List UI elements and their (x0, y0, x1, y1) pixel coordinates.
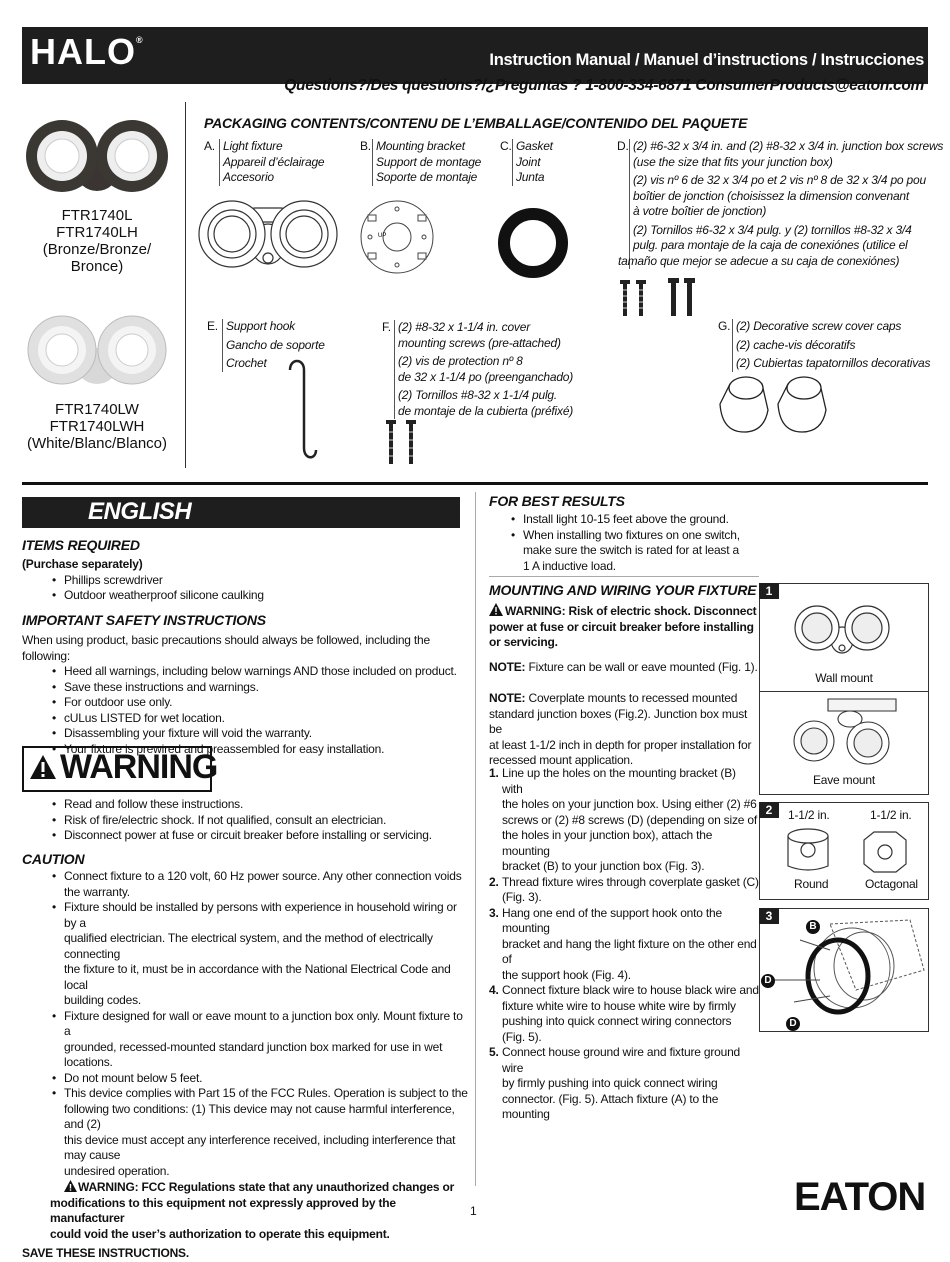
eaton-logo: EATON (794, 1175, 926, 1219)
safety-list: When using product, basic precautions should always be followed, including the following: • Heed all warnings, including below warnings AND those included on product. • Save these instructions and warnings. • For outdoor use only. • cULus LISTED for wet location. • Disassembling your fixture will void the warranty. • Your fixture is prewired and preassembled for easy installation. (22, 633, 472, 757)
junction-boxes-drawing (778, 826, 918, 874)
step-item: 3. Hang one end of the support hook onto the mounting bracket and hang the light fixture on the other end of the support hook (Fig. 4). (489, 905, 757, 982)
svg-text:UP: UP (378, 233, 387, 239)
safety-heading: IMPORTANT SAFETY INSTRUCTIONS (22, 612, 266, 628)
list-item: • Fixture designed for wall or eave mount to a junction box only. Mount fixture to a grounded, recessed-mounted standard junction box marked for use in wet locations. (50, 1009, 472, 1071)
wall-mount-label: Wall mount (815, 671, 873, 685)
warning-triangle-icon (489, 603, 505, 615)
gasket-drawing (496, 206, 570, 280)
cover-screws-drawing (382, 418, 422, 468)
callout-d: D (761, 974, 775, 988)
list-item: • Heed all warnings, including below warnings AND those included on product. (50, 664, 472, 680)
english-title: ENGLISH (88, 498, 192, 525)
packaging-title: PACKAGING CONTENTS/CONTENU DE L’EMBALLAGE/CONTENIDO DEL PAQUETE (204, 115, 748, 131)
warning-word: WARNING (60, 748, 218, 786)
callout-b: B (806, 920, 820, 934)
list-item: • Fixture should be installed by persons with experience in household wiring or by a qualified electrician. The electrical system, and the method of electrically connecting the fixture to it, must be in accordance with the National Electrical Code and local building codes. (50, 900, 472, 1009)
warning-list (22, 797, 472, 844)
white-fixture-image (22, 314, 172, 398)
fcc-warning: WARNING: FCC Regulations state that any unauthorized changes or modifications to this equipment not expressly approved by the manufacturer could void the user’s authorization to operate this equipment. (50, 1180, 455, 1241)
column-divider (185, 102, 186, 468)
column-divider (475, 492, 476, 1186)
depth-label-octagonal: 1-1/2 in. (870, 808, 912, 822)
bronze-fixture-image (22, 118, 172, 202)
item-e-label: E. Support hook Gancho de soporte Crochet (207, 319, 325, 370)
light-fixture-drawing (198, 196, 338, 276)
list-item: • Save these instructions and warnings. (50, 680, 472, 696)
list-item: • Disassembling your fixture will void the warranty. (50, 726, 472, 742)
octagonal-label: Octagonal (865, 877, 918, 891)
note-fixture-mount: NOTE: Fixture can be wall or eave mounted (Fig. 1). (489, 660, 758, 674)
caution-heading: CAUTION (22, 851, 85, 867)
figure-number: 1 (759, 583, 779, 599)
section-divider (22, 482, 928, 485)
item-b-label: B. Mounting bracket Support de montage Soporte de montaje (360, 139, 482, 184)
page-number: 1 (470, 1204, 477, 1218)
eave-mount-label: Eave mount (812, 773, 876, 787)
manual-title: Instruction Manual / Manuel d’instructions / Instrucciones (489, 51, 924, 69)
list-item: • Disconnect power at fuse or circuit breaker before installing or servicing. (50, 828, 472, 844)
bracket-install-drawing (760, 910, 926, 1029)
list-item: • Phillips screwdriver (50, 573, 462, 589)
figure-number: 3 (759, 908, 779, 924)
white-model-labels: FTR1740LW FTR1740LWH (White/Blanc/Blanco) (26, 401, 168, 452)
item-g-label: G. (2) Decorative screw cover caps (2) cache-vis décoratifs (2) Cubiertas tapatornillos decorativas (718, 319, 931, 370)
list-item: • Do not mount below 5 feet. (50, 1071, 472, 1087)
step-item: 2. Thread fixture wires through coverplate gasket (C) (Fig. 3). (489, 874, 759, 904)
divider (489, 576, 759, 577)
list-item: • Your fixture is prewired and preassembled for easy installation. (50, 742, 472, 758)
halo-logo: HALO® (30, 31, 144, 72)
mounting-warning: WARNING: Risk of electric shock. Disconnect power at fuse or circuit breaker before installing or servicing. (489, 604, 757, 649)
round-label: Round (794, 877, 829, 891)
mounting-bracket-drawing (354, 197, 440, 277)
item-a-label: A. Light fixture Appareil d’éclairage Accesorio (204, 139, 325, 184)
item-c-label: C. Gasket Joint Junta (500, 139, 553, 184)
best-results-heading: FOR BEST RESULTS (489, 493, 625, 509)
mounting-steps (489, 766, 759, 1123)
support-hook-drawing (280, 356, 324, 462)
best-results-list (489, 512, 759, 574)
eave-mount-drawing (788, 697, 898, 769)
depth-label-round: 1-1/2 in. (788, 808, 830, 822)
list-item: • Install light 10-15 feet above the ground. (509, 512, 759, 528)
list-item: • Risk of fire/electric shock. If not qualified, consult an electrician. (50, 813, 472, 829)
callout-d: D (786, 1017, 800, 1031)
bronze-model-labels: FTR1740L FTR1740LH (Bronze/Bronze/ Bronce) (42, 207, 152, 275)
list-item: • Read and follow these instructions. (50, 797, 472, 813)
list-item: • Outdoor weatherproof silicone caulking (50, 588, 462, 604)
step-item: 4. Connect fixture black wire to house black wire and fixture white wire to house white wire by firmly pushing into quick connect wiring connectors (Fig. 5). (489, 983, 759, 1044)
warning-triangle-icon (29, 754, 57, 780)
wall-mount-drawing (792, 602, 892, 658)
figure-number: 2 (759, 802, 779, 818)
warning-triangle-icon (64, 1180, 78, 1191)
list-item: • cULus LISTED for wet location. (50, 711, 472, 727)
step-item: 1. Line up the holes on the mounting bracket (B) with the holes on your junction box. Using either (2) #6 screws or (2) #8 screws (D) (depending on size of the holes in your junction box), attach the mounting bracket (B) to your junction box (Fig. 3). (489, 766, 757, 873)
mounting-heading: MOUNTING AND WIRING YOUR FIXTURE (489, 582, 757, 598)
items-required-heading: ITEMS REQUIRED (22, 537, 140, 553)
divider (759, 691, 929, 692)
list-item: • For outdoor use only. (50, 695, 472, 711)
items-required-list: (Purchase separately) • Phillips screwdriver • Outdoor weatherproof silicone caulking (22, 557, 462, 604)
screw-cover-caps-drawing (716, 374, 832, 436)
list-item: • Connect fixture to a 120 volt, 60 Hz power source. Any other connection voids the warranty. (50, 869, 472, 900)
note-coverplate: NOTE: Coverplate mounts to recessed mounted standard junction boxes (Fig.2). Junction box must be at least 1-1/2 inch in depth for proper installation for recessed mount application. (489, 691, 752, 767)
item-f-label: F. (2) #8-32 x 1-1/4 in. cover mounting screws (pre-attached) (2) vis de protection nº 8 de 32 x 1-1/4 po (preenganchado) (2) Tornillos #8-32 x 1-1/4 pulg. de montaje de la cubierta (préfixé) (382, 320, 574, 418)
list-item: • When installing two fixtures on one switch, make sure the switch is rated for at least a 1 A inductive load. (509, 528, 759, 575)
caution-list (22, 869, 472, 1262)
save-instructions: SAVE THESE INSTRUCTIONS. (22, 1246, 189, 1260)
contact-line: Questions?/Des questions?/¿Preguntas ? 1-800-334-6871 ConsumerProducts@eaton.com (284, 77, 924, 94)
junction-box-screws-drawing (610, 276, 700, 320)
step-item: 5. Connect house ground wire and fixture ground wire by firmly pushing into quick connect wiring connector. (Fig. 5). Attach fixture (A) to the mounting (489, 1045, 741, 1121)
list-item: • This device complies with Part 15 of the FCC Rules. Operation is subject to the following two conditions: (1) This device may not cause harmful interference, and (2) this device must accept any interference received, including interference that may cause undesired operation. (50, 1086, 472, 1179)
